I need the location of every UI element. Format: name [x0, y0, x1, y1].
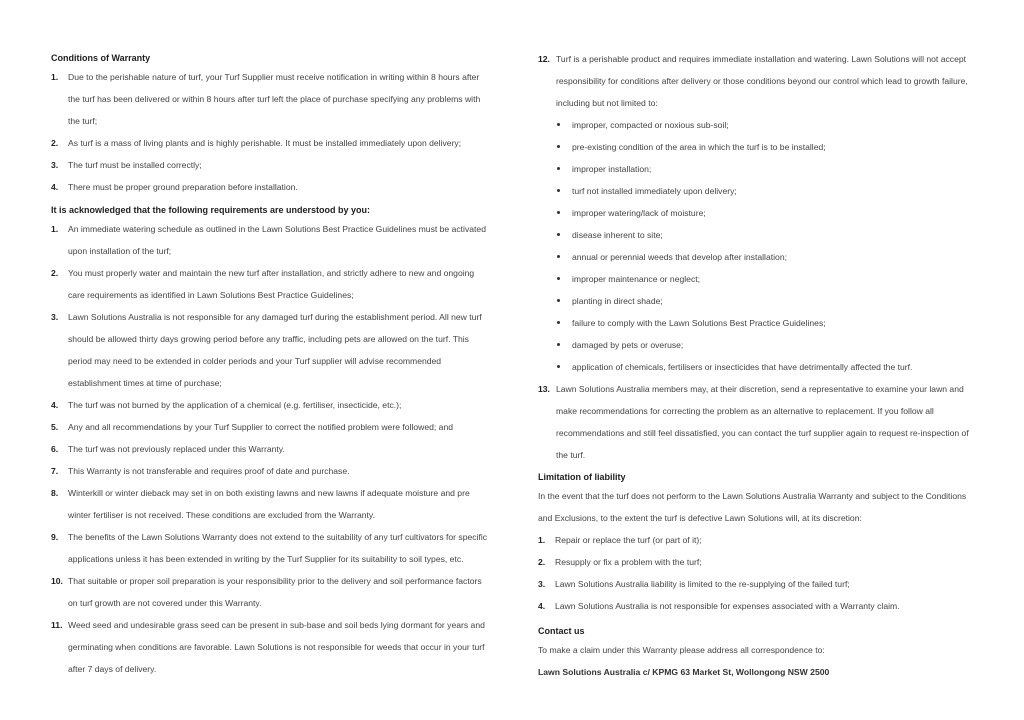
bullet-icon: [557, 233, 560, 236]
list-item: 13. Lawn Solutions Australia members may, at their discretion, send a representative to examine your lawn and make recommendations for correcting the problem as an alternative to replacement. If you follow all recommendations and still feel dissatisfied, you can contact the turf supplier again to request re-inspection of the turf.: [538, 384, 969, 460]
bullet-item: improper, compacted or noxious sub-soil;: [556, 114, 978, 136]
list-item: 11. Weed seed and undesirable grass seed can be present in sub-base and soil beds lying dormant for years and germinating when conditions are favorable. Lawn Solutions is not responsible for weeds that occur in your turf after 7 days of delivery.: [51, 620, 485, 674]
bullet-icon: [557, 123, 560, 126]
continued-requirements-list: [538, 48, 978, 466]
list-item: 4. There must be proper ground preparation before installation.: [51, 182, 298, 192]
list-item: 4. The turf was not burned by the application of a chemical (e.g. fertiliser, insecticide, etc.);: [51, 400, 402, 410]
list-item: 1. Due to the perishable nature of turf, your Turf Supplier must receive notification in writing within 8 hours after the turf has been delivered or within 8 hours after turf left the place of purchase specifying any problems with the turf;: [51, 72, 481, 126]
contact-intro: To make a claim under this Warranty please address all correspondence to:: [538, 645, 825, 655]
list-item: 7. This Warranty is not transferable and requires proof of date and purchase.: [51, 466, 350, 476]
list-item: 8. Winterkill or winter dieback may set in on both existing lawns and new lawns if adequate moisture and pre winter fertiliser is not received. These conditions are excluded from the Warranty.: [51, 488, 470, 520]
list-item: 12. Turf is a perishable product and requires immediate installation and watering. Lawn Solutions will not accept responsibility for conditions after delivery or those conditions beyond our control which lead to growth failure, including but not limited to: improper, compacted or noxious sub-soil; pre-existing condition of the area in which the turf is to be installed; improper installation; turf not installed immediately upon delivery; improper watering/lack of moisture; disease inherent to site; annual or perennial weeds that develop after installation; improper maintenance or neglect; planting in direct shade; failure to comply with the Lawn Solutions Best Practice Guidelines; damaged by pets or overuse; application of chemicals, fertilisers or insecticides that have detrimentally affected the turf.: [538, 48, 978, 378]
bullet-item: failure to comply with the Lawn Solutions Best Practice Guidelines;: [556, 312, 978, 334]
bullet-icon: [557, 321, 560, 324]
list-item: 9. The benefits of the Lawn Solutions Warranty does not extend to the suitability of any turf cultivators for specific applications unless it has been extended in writing by the Turf Supplier for its suitability to soil types, etc.: [51, 532, 488, 564]
list-item: 3. The turf must be installed correctly;: [51, 160, 202, 170]
list-item: 3. Lawn Solutions Australia is not responsible for any damaged turf during the establishment period. All new turf should be allowed thirty days growing period before any traffic, including pets are allowed on the turf. This period may need to be extended in colder periods and your Turf supplier will advise recommended establishment times at time of purchase;: [51, 312, 482, 388]
bullet-icon: [557, 299, 560, 302]
bullet-icon: [557, 255, 560, 258]
list-item: 2. As turf is a mass of living plants and is highly perishable. It must be installed immediately upon delivery;: [51, 138, 462, 148]
bullet-item: turf not installed immediately upon delivery;: [556, 180, 978, 202]
bullet-item: planting in direct shade;: [556, 290, 978, 312]
requirements-list: [51, 218, 491, 680]
liability-intro: In the event that the turf does not perform to the Lawn Solutions Australia Warranty and subject to the Conditions and Exclusions, to the extent the turf is defective Lawn Solutions will, at its discretion:: [538, 491, 967, 523]
liability-list: [538, 529, 978, 617]
bullet-icon: [557, 277, 560, 280]
list-item: 2. You must properly water and maintain the new turf after installation, and strictly adhere to new and ongoing care requirements as identified in Lawn Solutions Best Practice Guidelines;: [51, 268, 475, 300]
list-item: 10. That suitable or proper soil preparation is your responsibility prior to the delivery and soil performance factors on turf growth are not covered under this Warranty.: [51, 576, 482, 608]
bullet-icon: [557, 189, 560, 192]
bullet-item: improper maintenance or neglect;: [556, 268, 978, 290]
contact-address: Lawn Solutions Australia c/ KPMG 63 Market St, Wollongong NSW 2500: [538, 667, 830, 677]
list-item: 2. Resupply or fix a problem with the turf;: [538, 557, 702, 567]
bullet-icon: [557, 145, 560, 148]
left-column: [51, 48, 491, 680]
liability-heading: Limitation of liability: [538, 472, 626, 482]
bullet-item: damaged by pets or overuse;: [556, 334, 978, 356]
contact-heading: Contact us: [538, 626, 585, 636]
list-item: 4. Lawn Solutions Australia is not responsible for expenses associated with a Warranty claim.: [538, 601, 900, 611]
bullet-item: application of chemicals, fertilisers or insecticides that have detrimentally affected the turf.: [556, 356, 978, 378]
list-item: 1. An immediate watering schedule as outlined in the Lawn Solutions Best Practice Guidelines must be activated upon installation of the turf;: [51, 224, 486, 256]
bullet-item: improper watering/lack of moisture;: [556, 202, 978, 224]
failure-causes-list: [556, 114, 978, 378]
requirements-heading: It is acknowledged that the following requirements are understood by you:: [51, 205, 371, 215]
bullet-icon: [557, 211, 560, 214]
list-item: 5. Any and all recommendations by your Turf Supplier to correct the notified problem were followed; and: [51, 422, 454, 432]
right-column: [538, 48, 978, 683]
bullet-item: annual or perennial weeds that develop after installation;: [556, 246, 978, 268]
bullet-item: disease inherent to site;: [556, 224, 978, 246]
bullet-icon: [557, 365, 560, 368]
list-item: 6. The turf was not previously replaced under this Warranty.: [51, 444, 285, 454]
bullet-item: improper installation;: [556, 158, 978, 180]
bullet-item: pre-existing condition of the area in which the turf is to be installed;: [556, 136, 978, 158]
list-item: 1. Repair or replace the turf (or part of it);: [538, 535, 702, 545]
list-item: 3. Lawn Solutions Australia liability is limited to the re-supplying of the failed turf;: [538, 579, 850, 589]
bullet-icon: [557, 343, 560, 346]
bullet-icon: [557, 167, 560, 170]
warranty-heading: Conditions of Warranty: [51, 53, 151, 63]
warranty-list: [51, 66, 491, 198]
